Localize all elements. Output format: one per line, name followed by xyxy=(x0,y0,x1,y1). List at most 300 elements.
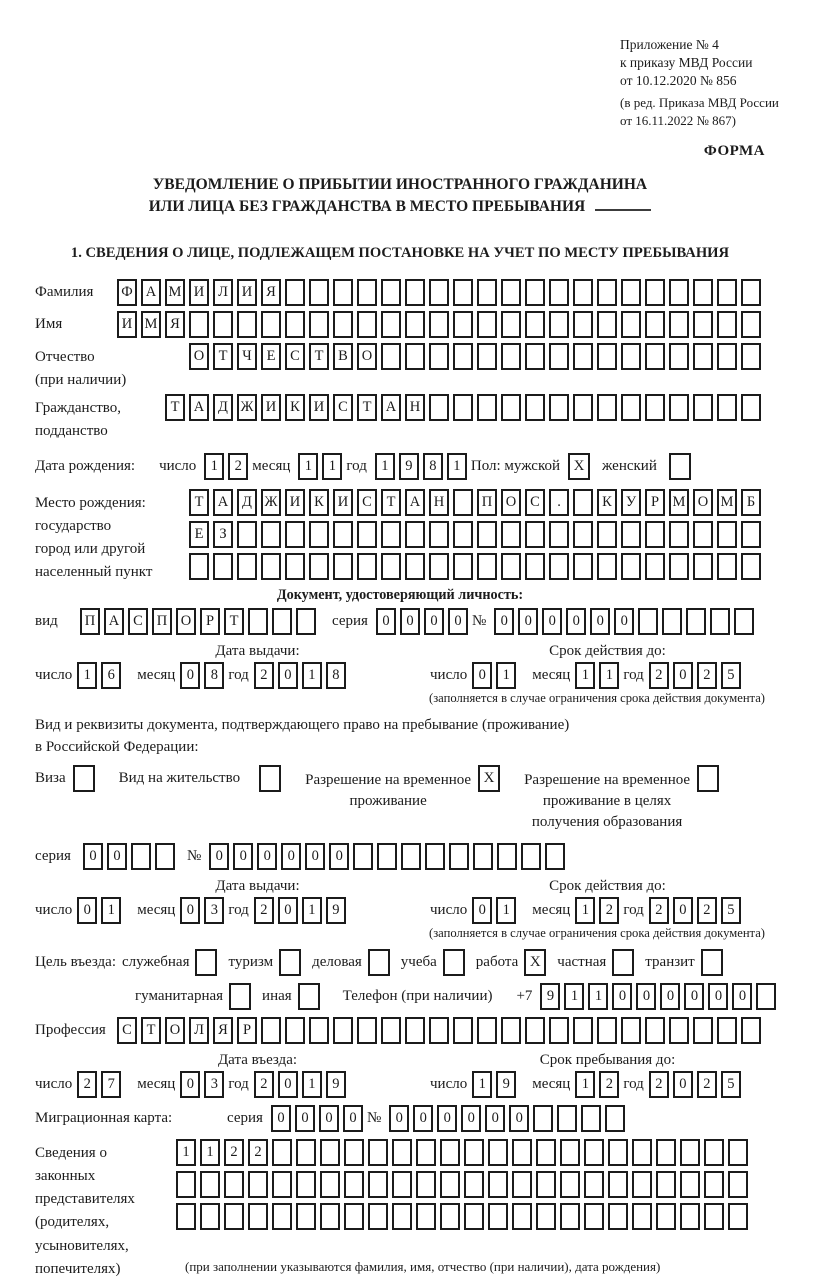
representatives-cells-row2[interactable] xyxy=(176,1171,752,1198)
char-cell[interactable]: 2 xyxy=(649,897,669,924)
char-cell[interactable] xyxy=(621,521,641,548)
permit-valid-month-cells[interactable] xyxy=(575,897,623,924)
char-cell[interactable] xyxy=(392,1139,412,1166)
char-cell[interactable]: В xyxy=(333,343,353,370)
char-cell[interactable] xyxy=(405,343,425,370)
char-cell[interactable] xyxy=(333,279,353,306)
char-cell[interactable] xyxy=(621,1017,641,1044)
char-cell[interactable] xyxy=(213,553,233,580)
char-cell[interactable]: 1 xyxy=(302,897,322,924)
char-cell[interactable]: 0 xyxy=(684,983,704,1010)
char-cell[interactable] xyxy=(717,279,737,306)
char-cell[interactable]: И xyxy=(189,279,209,306)
char-cell[interactable]: 0 xyxy=(295,1105,315,1132)
char-cell[interactable] xyxy=(597,343,617,370)
char-cell[interactable]: 0 xyxy=(305,843,325,870)
char-cell[interactable] xyxy=(741,311,761,338)
char-cell[interactable] xyxy=(669,521,689,548)
char-cell[interactable] xyxy=(357,311,377,338)
char-cell[interactable] xyxy=(368,1139,388,1166)
char-cell[interactable]: 0 xyxy=(566,608,586,635)
doc-valid-month-cells[interactable] xyxy=(575,662,623,689)
char-cell[interactable] xyxy=(429,1017,449,1044)
char-cell[interactable] xyxy=(477,311,497,338)
birth-month-cells[interactable] xyxy=(298,453,346,480)
birth-day-cells[interactable] xyxy=(204,453,252,480)
phone-cells[interactable] xyxy=(540,983,780,1010)
char-cell[interactable]: К xyxy=(597,489,617,516)
char-cell[interactable]: Я xyxy=(165,311,185,338)
char-cell[interactable] xyxy=(344,1203,364,1230)
char-cell[interactable] xyxy=(597,553,617,580)
char-cell[interactable]: 0 xyxy=(424,608,444,635)
char-cell[interactable] xyxy=(501,553,521,580)
char-cell[interactable] xyxy=(464,1139,484,1166)
char-cell[interactable]: С xyxy=(285,343,305,370)
char-cell[interactable]: И xyxy=(309,394,329,421)
char-cell[interactable] xyxy=(621,311,641,338)
char-cell[interactable]: 0 xyxy=(494,608,514,635)
permit-valid-day-cells[interactable] xyxy=(472,897,520,924)
char-cell[interactable]: Е xyxy=(189,521,209,548)
char-cell[interactable] xyxy=(357,279,377,306)
char-cell[interactable] xyxy=(357,553,377,580)
char-cell[interactable] xyxy=(501,1017,521,1044)
char-cell[interactable] xyxy=(237,553,257,580)
char-cell[interactable] xyxy=(741,553,761,580)
char-cell[interactable]: 0 xyxy=(278,897,298,924)
work-checkbox[interactable]: X xyxy=(524,949,546,976)
char-cell[interactable]: 1 xyxy=(447,453,467,480)
char-cell[interactable]: 2 xyxy=(254,1071,274,1098)
char-cell[interactable] xyxy=(533,1105,553,1132)
char-cell[interactable]: 1 xyxy=(564,983,584,1010)
char-cell[interactable] xyxy=(309,311,329,338)
char-cell[interactable] xyxy=(501,279,521,306)
char-cell[interactable] xyxy=(597,394,617,421)
char-cell[interactable]: 1 xyxy=(322,453,342,480)
char-cell[interactable]: 0 xyxy=(590,608,610,635)
char-cell[interactable] xyxy=(357,521,377,548)
char-cell[interactable]: 7 xyxy=(101,1071,121,1098)
char-cell[interactable] xyxy=(717,521,737,548)
private-checkbox[interactable] xyxy=(612,949,634,976)
char-cell[interactable]: 9 xyxy=(540,983,560,1010)
char-cell[interactable]: 0 xyxy=(708,983,728,1010)
char-cell[interactable]: К xyxy=(309,489,329,516)
visa-checkbox[interactable] xyxy=(73,765,95,792)
char-cell[interactable]: 0 xyxy=(376,608,396,635)
char-cell[interactable] xyxy=(381,1017,401,1044)
char-cell[interactable]: 9 xyxy=(326,1071,346,1098)
char-cell[interactable]: П xyxy=(152,608,172,635)
char-cell[interactable] xyxy=(224,1171,244,1198)
char-cell[interactable] xyxy=(645,521,665,548)
char-cell[interactable] xyxy=(645,553,665,580)
humanitarian-checkbox[interactable] xyxy=(229,983,251,1010)
char-cell[interactable] xyxy=(237,311,257,338)
char-cell[interactable]: 9 xyxy=(326,897,346,924)
char-cell[interactable] xyxy=(693,1017,713,1044)
char-cell[interactable] xyxy=(621,279,641,306)
char-cell[interactable] xyxy=(621,394,641,421)
char-cell[interactable] xyxy=(464,1171,484,1198)
char-cell[interactable]: 8 xyxy=(204,662,224,689)
sex-male-checkbox[interactable]: X xyxy=(568,453,590,480)
char-cell[interactable] xyxy=(549,279,569,306)
char-cell[interactable]: 0 xyxy=(472,662,492,689)
char-cell[interactable]: 0 xyxy=(77,897,97,924)
char-cell[interactable]: Д xyxy=(213,394,233,421)
char-cell[interactable]: Т xyxy=(189,489,209,516)
char-cell[interactable]: А xyxy=(141,279,161,306)
char-cell[interactable] xyxy=(525,394,545,421)
char-cell[interactable] xyxy=(309,279,329,306)
char-cell[interactable] xyxy=(638,608,658,635)
char-cell[interactable] xyxy=(584,1203,604,1230)
char-cell[interactable]: 1 xyxy=(575,897,595,924)
char-cell[interactable] xyxy=(608,1171,628,1198)
char-cell[interactable] xyxy=(189,553,209,580)
char-cell[interactable] xyxy=(453,553,473,580)
char-cell[interactable] xyxy=(669,343,689,370)
char-cell[interactable]: И xyxy=(117,311,137,338)
char-cell[interactable] xyxy=(549,521,569,548)
birth-year-cells[interactable] xyxy=(375,453,471,480)
char-cell[interactable] xyxy=(549,394,569,421)
char-cell[interactable] xyxy=(710,608,730,635)
char-cell[interactable]: Б xyxy=(741,489,761,516)
doc-valid-year-cells[interactable] xyxy=(649,662,745,689)
char-cell[interactable] xyxy=(497,843,517,870)
char-cell[interactable] xyxy=(416,1171,436,1198)
char-cell[interactable] xyxy=(357,1017,377,1044)
char-cell[interactable]: 0 xyxy=(673,662,693,689)
char-cell[interactable] xyxy=(405,553,425,580)
char-cell[interactable] xyxy=(632,1139,652,1166)
char-cell[interactable] xyxy=(734,608,754,635)
char-cell[interactable] xyxy=(549,311,569,338)
char-cell[interactable] xyxy=(525,311,545,338)
char-cell[interactable] xyxy=(693,553,713,580)
official-checkbox[interactable] xyxy=(195,949,217,976)
char-cell[interactable] xyxy=(440,1203,460,1230)
char-cell[interactable] xyxy=(756,983,776,1010)
char-cell[interactable]: 0 xyxy=(542,608,562,635)
char-cell[interactable] xyxy=(608,1139,628,1166)
birth-place-cells-row3[interactable] xyxy=(189,553,765,580)
char-cell[interactable]: 5 xyxy=(721,897,741,924)
entry-year-cells[interactable] xyxy=(254,1071,350,1098)
doc-type-cells[interactable] xyxy=(80,608,320,635)
char-cell[interactable]: И xyxy=(285,489,305,516)
char-cell[interactable]: 0 xyxy=(472,897,492,924)
char-cell[interactable] xyxy=(549,343,569,370)
char-cell[interactable] xyxy=(597,521,617,548)
char-cell[interactable]: 0 xyxy=(400,608,420,635)
char-cell[interactable]: 2 xyxy=(254,662,274,689)
char-cell[interactable] xyxy=(584,1171,604,1198)
study-checkbox[interactable] xyxy=(443,949,465,976)
tourism-checkbox[interactable] xyxy=(279,949,301,976)
char-cell[interactable] xyxy=(368,1171,388,1198)
char-cell[interactable] xyxy=(309,553,329,580)
char-cell[interactable]: Ч xyxy=(237,343,257,370)
char-cell[interactable] xyxy=(669,279,689,306)
char-cell[interactable]: 0 xyxy=(209,843,229,870)
char-cell[interactable] xyxy=(557,1105,577,1132)
char-cell[interactable] xyxy=(581,1105,601,1132)
char-cell[interactable]: 1 xyxy=(588,983,608,1010)
char-cell[interactable] xyxy=(693,279,713,306)
char-cell[interactable] xyxy=(717,553,737,580)
char-cell[interactable]: К xyxy=(285,394,305,421)
char-cell[interactable]: 2 xyxy=(248,1139,268,1166)
char-cell[interactable] xyxy=(645,1017,665,1044)
char-cell[interactable] xyxy=(285,311,305,338)
char-cell[interactable] xyxy=(728,1203,748,1230)
char-cell[interactable] xyxy=(416,1139,436,1166)
char-cell[interactable] xyxy=(261,1017,281,1044)
char-cell[interactable] xyxy=(573,489,593,516)
char-cell[interactable] xyxy=(296,1139,316,1166)
char-cell[interactable]: 9 xyxy=(399,453,419,480)
char-cell[interactable]: Я xyxy=(213,1017,233,1044)
char-cell[interactable]: 0 xyxy=(518,608,538,635)
char-cell[interactable] xyxy=(381,343,401,370)
char-cell[interactable] xyxy=(573,521,593,548)
char-cell[interactable] xyxy=(333,1017,353,1044)
char-cell[interactable] xyxy=(512,1171,532,1198)
char-cell[interactable]: 0 xyxy=(180,897,200,924)
char-cell[interactable] xyxy=(521,843,541,870)
char-cell[interactable] xyxy=(272,1203,292,1230)
char-cell[interactable]: И xyxy=(333,489,353,516)
char-cell[interactable]: 1 xyxy=(204,453,224,480)
char-cell[interactable] xyxy=(405,1017,425,1044)
char-cell[interactable]: 0 xyxy=(271,1105,291,1132)
char-cell[interactable]: 0 xyxy=(329,843,349,870)
char-cell[interactable]: А xyxy=(104,608,124,635)
citizenship-cells[interactable] xyxy=(165,394,765,421)
char-cell[interactable]: 0 xyxy=(343,1105,363,1132)
char-cell[interactable]: С xyxy=(333,394,353,421)
char-cell[interactable] xyxy=(488,1171,508,1198)
char-cell[interactable]: 1 xyxy=(176,1139,196,1166)
char-cell[interactable] xyxy=(401,843,421,870)
permit-valid-year-cells[interactable] xyxy=(649,897,745,924)
char-cell[interactable] xyxy=(525,1017,545,1044)
char-cell[interactable] xyxy=(131,843,151,870)
char-cell[interactable] xyxy=(477,279,497,306)
char-cell[interactable]: С xyxy=(525,489,545,516)
doc-series-cells[interactable] xyxy=(376,608,472,635)
char-cell[interactable] xyxy=(333,521,353,548)
char-cell[interactable]: 0 xyxy=(180,662,200,689)
char-cell[interactable]: 2 xyxy=(697,1071,717,1098)
char-cell[interactable] xyxy=(645,311,665,338)
char-cell[interactable] xyxy=(717,394,737,421)
char-cell[interactable] xyxy=(717,1017,737,1044)
char-cell[interactable]: Н xyxy=(405,394,425,421)
char-cell[interactable] xyxy=(381,553,401,580)
char-cell[interactable] xyxy=(645,279,665,306)
char-cell[interactable]: Р xyxy=(645,489,665,516)
char-cell[interactable]: Л xyxy=(189,1017,209,1044)
char-cell[interactable] xyxy=(296,1203,316,1230)
char-cell[interactable] xyxy=(680,1203,700,1230)
char-cell[interactable] xyxy=(704,1139,724,1166)
char-cell[interactable]: 2 xyxy=(228,453,248,480)
representatives-cells-row3[interactable] xyxy=(176,1203,752,1230)
char-cell[interactable] xyxy=(669,553,689,580)
char-cell[interactable] xyxy=(525,553,545,580)
permit-issue-day-cells[interactable] xyxy=(77,897,125,924)
birth-place-cells-row2[interactable] xyxy=(189,521,765,548)
given-name-cells[interactable] xyxy=(117,311,765,338)
char-cell[interactable] xyxy=(477,1017,497,1044)
char-cell[interactable]: И xyxy=(237,279,257,306)
char-cell[interactable] xyxy=(573,1017,593,1044)
char-cell[interactable] xyxy=(597,311,617,338)
char-cell[interactable] xyxy=(525,521,545,548)
char-cell[interactable]: 9 xyxy=(496,1071,516,1098)
char-cell[interactable]: 0 xyxy=(485,1105,505,1132)
char-cell[interactable] xyxy=(573,311,593,338)
char-cell[interactable]: Я xyxy=(261,279,281,306)
char-cell[interactable] xyxy=(704,1203,724,1230)
char-cell[interactable] xyxy=(477,343,497,370)
char-cell[interactable] xyxy=(669,311,689,338)
char-cell[interactable]: О xyxy=(693,489,713,516)
char-cell[interactable] xyxy=(669,1017,689,1044)
char-cell[interactable]: 0 xyxy=(461,1105,481,1132)
char-cell[interactable]: 1 xyxy=(496,897,516,924)
char-cell[interactable]: 1 xyxy=(599,662,619,689)
char-cell[interactable]: А xyxy=(189,394,209,421)
char-cell[interactable]: 8 xyxy=(423,453,443,480)
char-cell[interactable]: 0 xyxy=(413,1105,433,1132)
char-cell[interactable]: Т xyxy=(141,1017,161,1044)
char-cell[interactable] xyxy=(741,343,761,370)
profession-cells[interactable] xyxy=(117,1017,765,1044)
char-cell[interactable] xyxy=(296,1171,316,1198)
char-cell[interactable] xyxy=(741,394,761,421)
temp-permit-edu-checkbox[interactable] xyxy=(697,765,719,792)
char-cell[interactable] xyxy=(213,311,233,338)
char-cell[interactable]: 5 xyxy=(721,1071,741,1098)
char-cell[interactable] xyxy=(248,608,268,635)
char-cell[interactable]: 5 xyxy=(721,662,741,689)
char-cell[interactable] xyxy=(416,1203,436,1230)
stay-day-cells[interactable] xyxy=(472,1071,520,1098)
char-cell[interactable] xyxy=(741,521,761,548)
char-cell[interactable] xyxy=(368,1203,388,1230)
char-cell[interactable] xyxy=(573,343,593,370)
char-cell[interactable]: А xyxy=(213,489,233,516)
char-cell[interactable]: О xyxy=(501,489,521,516)
char-cell[interactable] xyxy=(320,1171,340,1198)
char-cell[interactable]: Е xyxy=(261,343,281,370)
char-cell[interactable]: 2 xyxy=(599,897,619,924)
temp-permit-checkbox[interactable]: X xyxy=(478,765,500,792)
char-cell[interactable] xyxy=(488,1203,508,1230)
transit-checkbox[interactable] xyxy=(701,949,723,976)
char-cell[interactable] xyxy=(560,1139,580,1166)
char-cell[interactable]: 1 xyxy=(496,662,516,689)
char-cell[interactable] xyxy=(536,1203,556,1230)
char-cell[interactable] xyxy=(632,1203,652,1230)
char-cell[interactable]: О xyxy=(189,343,209,370)
char-cell[interactable] xyxy=(261,521,281,548)
char-cell[interactable] xyxy=(189,311,209,338)
char-cell[interactable] xyxy=(405,521,425,548)
char-cell[interactable] xyxy=(693,343,713,370)
char-cell[interactable] xyxy=(717,311,737,338)
char-cell[interactable]: 1 xyxy=(575,662,595,689)
char-cell[interactable] xyxy=(353,843,373,870)
char-cell[interactable] xyxy=(333,311,353,338)
char-cell[interactable] xyxy=(425,843,445,870)
char-cell[interactable]: 0 xyxy=(509,1105,529,1132)
char-cell[interactable]: 1 xyxy=(101,897,121,924)
char-cell[interactable] xyxy=(501,311,521,338)
char-cell[interactable]: Ж xyxy=(261,489,281,516)
sex-female-checkbox[interactable] xyxy=(669,453,691,480)
birth-place-cells-row1[interactable] xyxy=(189,489,765,516)
char-cell[interactable] xyxy=(449,843,469,870)
char-cell[interactable] xyxy=(453,394,473,421)
char-cell[interactable]: 3 xyxy=(204,897,224,924)
char-cell[interactable]: П xyxy=(477,489,497,516)
char-cell[interactable]: 2 xyxy=(649,1071,669,1098)
char-cell[interactable]: 2 xyxy=(77,1071,97,1098)
char-cell[interactable] xyxy=(405,279,425,306)
char-cell[interactable]: С xyxy=(117,1017,137,1044)
char-cell[interactable] xyxy=(320,1139,340,1166)
char-cell[interactable] xyxy=(155,843,175,870)
char-cell[interactable]: 0 xyxy=(732,983,752,1010)
char-cell[interactable]: 1 xyxy=(298,453,318,480)
char-cell[interactable] xyxy=(453,279,473,306)
char-cell[interactable]: 1 xyxy=(472,1071,492,1098)
other-checkbox[interactable] xyxy=(298,983,320,1010)
char-cell[interactable] xyxy=(248,1171,268,1198)
char-cell[interactable] xyxy=(176,1203,196,1230)
char-cell[interactable] xyxy=(296,608,316,635)
char-cell[interactable] xyxy=(621,553,641,580)
char-cell[interactable] xyxy=(741,1017,761,1044)
char-cell[interactable] xyxy=(573,394,593,421)
permit-number-cells[interactable] xyxy=(209,843,569,870)
char-cell[interactable] xyxy=(728,1139,748,1166)
entry-month-cells[interactable] xyxy=(180,1071,228,1098)
char-cell[interactable]: 0 xyxy=(389,1105,409,1132)
char-cell[interactable] xyxy=(741,279,761,306)
char-cell[interactable]: 2 xyxy=(697,662,717,689)
char-cell[interactable]: 0 xyxy=(673,897,693,924)
char-cell[interactable] xyxy=(200,1203,220,1230)
business-checkbox[interactable] xyxy=(368,949,390,976)
char-cell[interactable] xyxy=(549,553,569,580)
char-cell[interactable]: С xyxy=(357,489,377,516)
char-cell[interactable]: 0 xyxy=(673,1071,693,1098)
doc-valid-day-cells[interactable] xyxy=(472,662,520,689)
char-cell[interactable]: М xyxy=(669,489,689,516)
char-cell[interactable] xyxy=(381,521,401,548)
char-cell[interactable] xyxy=(237,521,257,548)
representatives-cells-row1[interactable] xyxy=(176,1139,752,1166)
